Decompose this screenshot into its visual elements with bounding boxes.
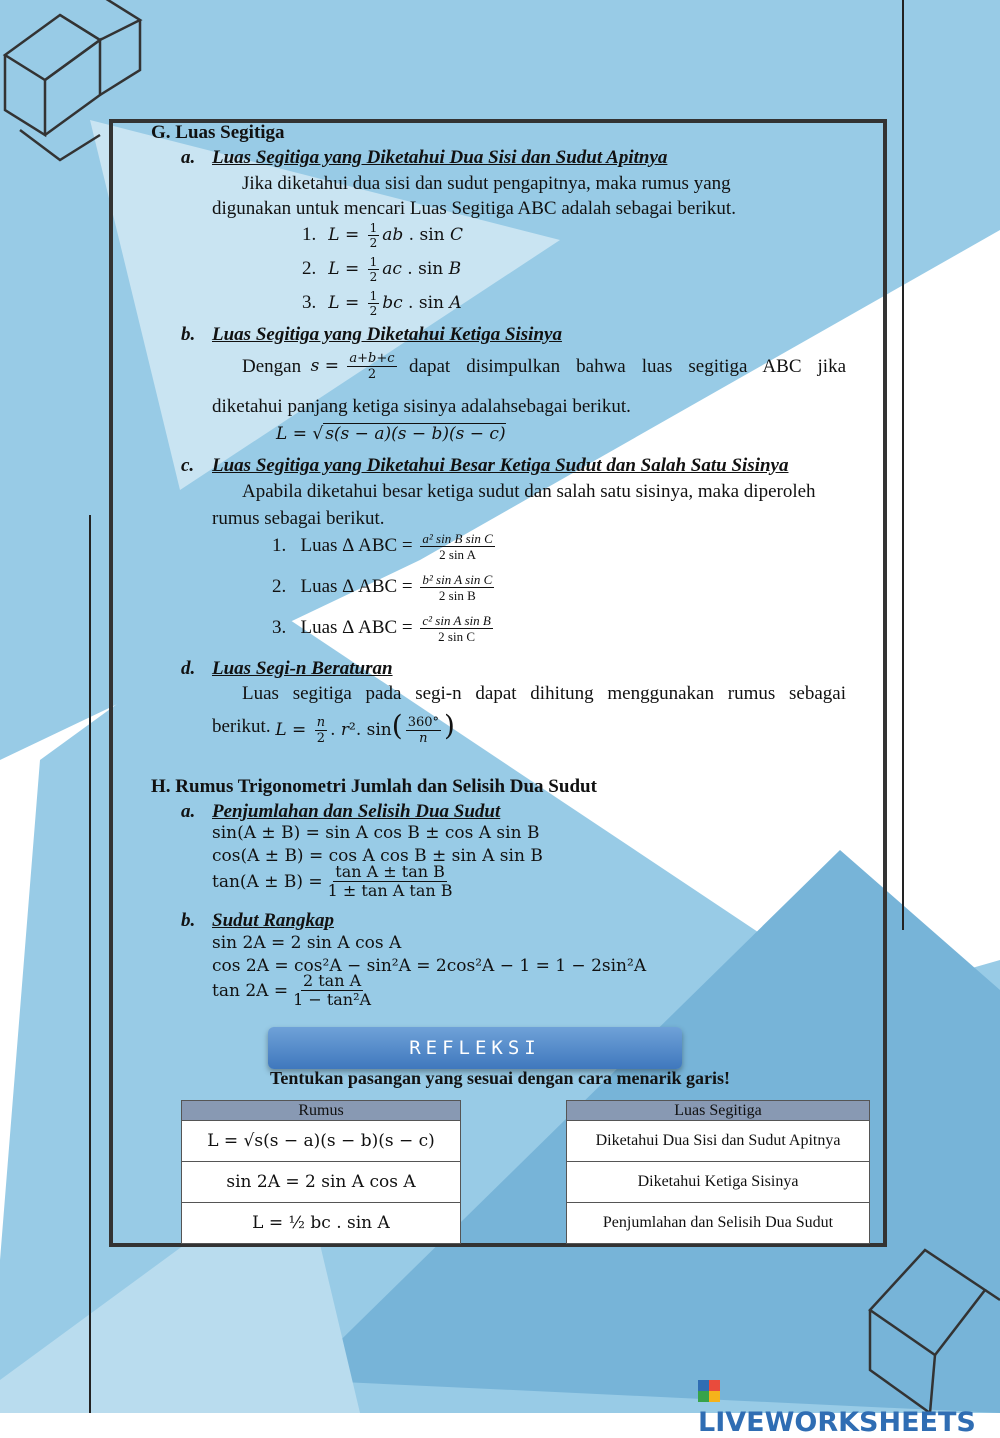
sub-d-title: Luas Segi-n Beraturan xyxy=(212,658,393,679)
sub-d-line2: berikut. L = $\frac{n}{2}$ . r². sin( $\frac{360^\circ}{n}$ ) xyxy=(212,709,455,746)
sum-sin-formula: sin(A ± B) = sin A cos B ± cos A sin B xyxy=(212,823,540,843)
sub-a-label: a. xyxy=(181,147,196,168)
sub-c-label: c. xyxy=(181,455,195,476)
sub-b-line2: diketahui panjang ketiga sisinya adalahsebagai berikut. xyxy=(212,396,631,417)
liveworksheets-logo[interactable]: LIVEWORKSHEETS xyxy=(698,1376,1000,1438)
rumus-cell-2[interactable]: sin 2A = 2 sin A cos A xyxy=(182,1162,461,1203)
formula-a1: 1. L = $\frac{1}{2}$ ab . sin C xyxy=(302,221,464,250)
formula-a2: 2. L = $\frac{1}{2}$ ac . sin B xyxy=(302,255,462,284)
sub-a-line1: Jika diketahui dua sisi dan sudut pengapitnya, maka rumus yang xyxy=(242,173,731,194)
rumus-cell-1[interactable]: L = √s(s − a)(s − b)(s − c) xyxy=(182,1121,461,1162)
double-tan-formula: tan 2A = $\frac{\text{2 tan A}}{\text{1 − tan²A}}$ xyxy=(212,971,372,1009)
luas-cell-2[interactable]: Diketahui Ketiga Sisinya xyxy=(567,1162,870,1203)
refleksi-button[interactable]: REFLEKSI xyxy=(268,1027,682,1069)
sum-tan-formula: tan(A ± B) = $\frac{\text{tan A ± tan B}}{\text{1 ± tan A tan B}}$ xyxy=(212,862,453,900)
sub-a-title: Luas Segitiga yang Diketahui Dua Sisi dan Sudut Apitnya xyxy=(212,147,668,168)
formula-c2: 2. Luas Δ ABC = $\frac{\text{b² sin A sin C}}{\text{2 sin B}}$ xyxy=(272,572,493,603)
luas-segitiga-table xyxy=(566,1100,870,1244)
sub-b-line1: Dengan s = $\frac{a+b+c}{2}$ dapat disimpulkan bahwa luas segitiga ABC jika xyxy=(242,351,846,382)
sub-ha-label: a. xyxy=(181,801,196,822)
liveworksheets-icon xyxy=(698,1380,720,1402)
refleksi-instruction: Tentukan pasangan yang sesuai dengan cara menarik garis! xyxy=(270,1068,730,1088)
formula-a3: 3. L = $\frac{1}{2}$ bc . sin A xyxy=(302,289,462,318)
formula-c1: 1. Luas Δ ABC = $\frac{\text{a² sin B sin C}}{\text{2 sin A}}$ xyxy=(272,531,493,562)
sub-b-label: b. xyxy=(181,324,196,345)
sum-cos-formula: cos(A ± B) = cos A cos B ± sin A sin B xyxy=(212,846,543,866)
sub-b-title: Luas Segitiga yang Diketahui Ketiga Sisinya xyxy=(212,324,562,345)
section-g-title: G. Luas Segitiga xyxy=(151,122,285,143)
luas-cell-1[interactable]: Diketahui Dua Sisi dan Sudut Apitnya xyxy=(567,1121,870,1162)
sub-d-line1: Luas segitiga pada segi-n dapat dihitung menggunakan rumus sebagai xyxy=(242,683,846,704)
sub-ha-title: Penjumlahan dan Selisih Dua Sudut xyxy=(212,801,501,822)
sub-hb-title: Sudut Rangkap xyxy=(212,910,334,931)
luas-cell-3[interactable]: Penjumlahan dan Selisih Dua Sudut xyxy=(567,1203,870,1244)
section-h-title: H. Rumus Trigonometri Jumlah dan Selisih Dua Sudut xyxy=(151,776,597,797)
luas-header: Luas Segitiga xyxy=(567,1101,870,1121)
sub-c-title: Luas Segitiga yang Diketahui Besar Ketiga Sudut dan Salah Satu Sisinya xyxy=(212,455,789,476)
sub-c-line2: rumus sebagai berikut. xyxy=(212,508,385,529)
heron-formula: L = √ s(s − a)(s − b)(s − c) xyxy=(276,424,506,444)
rumus-table xyxy=(181,1100,461,1244)
double-cos-formula: cos 2A = cos²A − sin²A = 2cos²A − 1 = 1 − 2sin²A xyxy=(212,956,647,976)
sub-c-line1: Apabila diketahui besar ketiga sudut dan salah satu sisinya, maka diperoleh xyxy=(242,481,816,502)
sub-a-line2: digunakan untuk mencari Luas Segitiga ABC adalah sebagai berikut. xyxy=(212,198,736,219)
sub-hb-label: b. xyxy=(181,910,196,931)
rumus-cell-3[interactable]: L = ½ bc . sin A xyxy=(182,1203,461,1244)
double-sin-formula: sin 2A = 2 sin A cos A xyxy=(212,933,402,953)
rumus-header: Rumus xyxy=(182,1101,461,1121)
sub-d-label: d. xyxy=(181,658,196,679)
formula-c3: 3. Luas Δ ABC = $\frac{\text{c² sin A sin B}}{\text{2 sin C}}$ xyxy=(272,613,491,644)
